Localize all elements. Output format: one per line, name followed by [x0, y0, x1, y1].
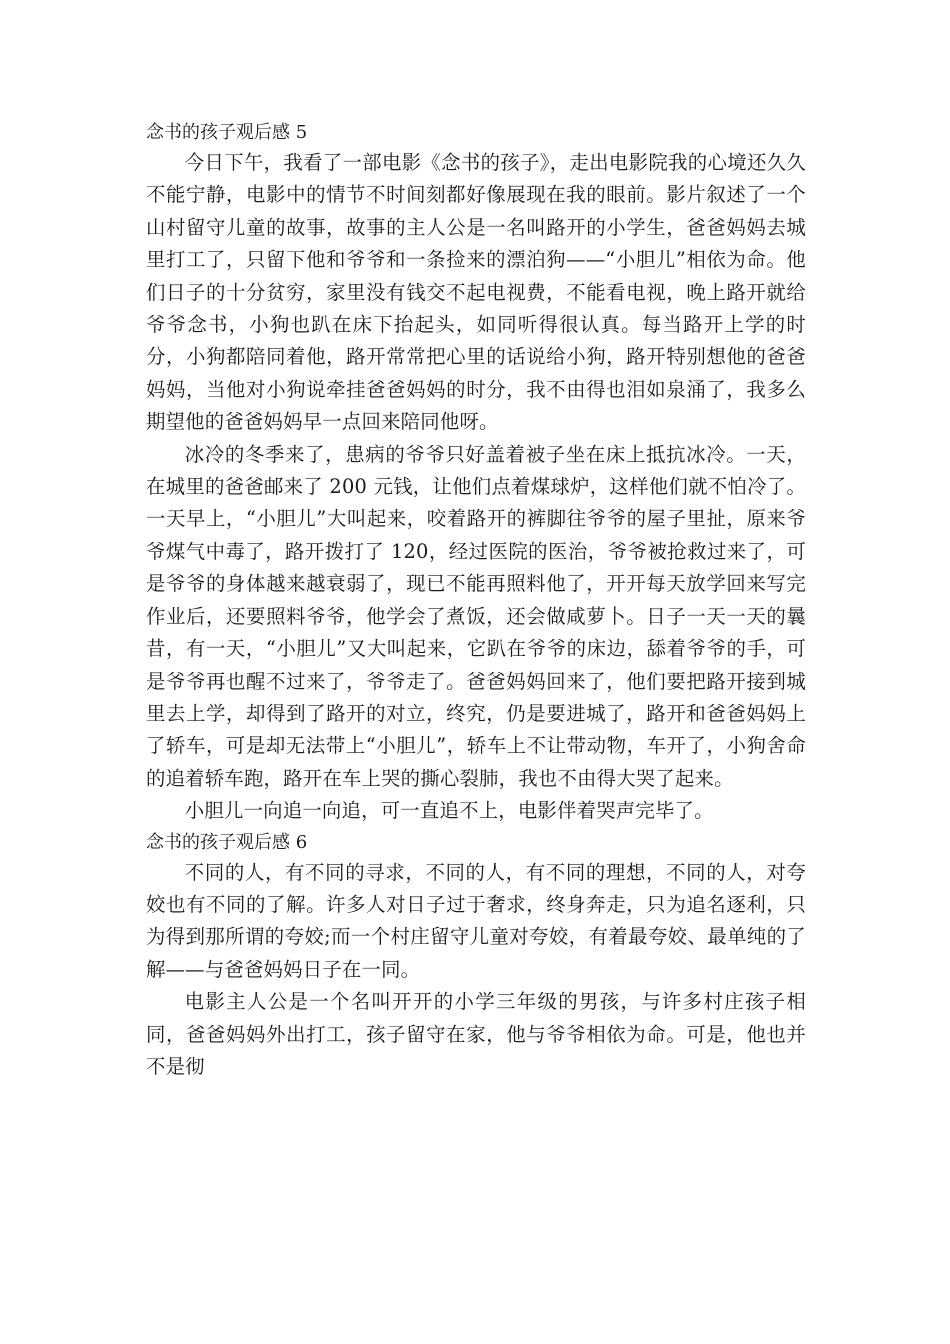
paragraph: 小胆儿一向追一向追，可一直追不上，电影伴着哭声完毕了。: [184, 799, 714, 823]
paragraph: 不同的人，有不同的寻求，不同的人，有不同的理想，不同的人，对夸姣也有不同的了解。许多人对日子过于奢求，终身奔走，只为追名逐利，只为得到那所谓的夸姣;而一个村庄留守儿童对夸姣，有着最夸姣、最单纯的了解——与爸爸妈妈日子在一同。: [146, 860, 806, 981]
section-heading-6: 念书的孩子观后感 6: [146, 831, 308, 853]
paragraph: 电影主人公是一个名叫开开的小学三年级的男孩，与许多村庄孩子相同，爸爸妈妈外出打工，孩子留守在家，他与爷爷相依为命。可是，他也并不是彻: [146, 990, 806, 1078]
paragraph: 冰冷的冬季来了，患病的爷爷只好盖着被子坐在床上抵抗冰冷。一天，在城里的爸爸邮来了 200 元钱，让他们点着煤球炉，这样他们就不怕冷了。一天早上，“小胆儿”大叫起来，咬着路开的裤脚往爷爷的屋子里扯，原来爷爷煤气中毒了，路开拨打了 120，经过医院的医治，爷爷被抢救过来了，可是爷爷的身体越来越衰弱了，现已不能再照料他了，开开每天放学回来写完作业后，还要照料爷爷，他学会了煮饭，还会做咸萝卜。日子一天一天的曩昔，有一天，“小胆儿”又大叫起来，它趴在爷爷的床边，舔着爷爷的手，可是爷爷再也醒不过来了，爷爷走了。爸爸妈妈回来了，他们要把路开接到城里去上学，却得到了路开的对立，终究，仍是要进城了，路开和爸爸妈妈上了轿车，可是却无法带上“小胆儿”，轿车上不让带动物，车开了，小狗舍命的追着轿车跑，路开在车上哭的撕心裂肺，我也不由得大哭了起来。: [146, 442, 806, 790]
document-page: [146, 118, 806, 1083]
paragraph: 今日下午，我看了一部电影《念书的孩子》，走出电影院我的心境还久久不能宁静，电影中的情节不时间刻都好像展现在我的眼前。影片叙述了一个山村留守儿童的故事，故事的主人公是一名叫路开的小学生，爸爸妈妈去城里打工了，只留下他和爷爷和一条捡来的漂泊狗——“小胆儿”相依为命。他们日子的十分贫穷，家里没有钱交不起电视费，不能看电视，晚上路开就给爷爷念书，小狗也趴在床下抬起头，如同听得很认真。每当路开上学的时分，小狗都陪同着他，路开常常把心里的话说给小狗，路开特别想他的爸爸妈妈，当他对小狗说牵挂爸爸妈妈的时分，我不由得也泪如泉涌了，我多么期望他的爸爸妈妈早一点回来陪同他呀。: [146, 151, 806, 434]
section-heading-5: 念书的孩子观后感 5: [146, 122, 308, 143]
